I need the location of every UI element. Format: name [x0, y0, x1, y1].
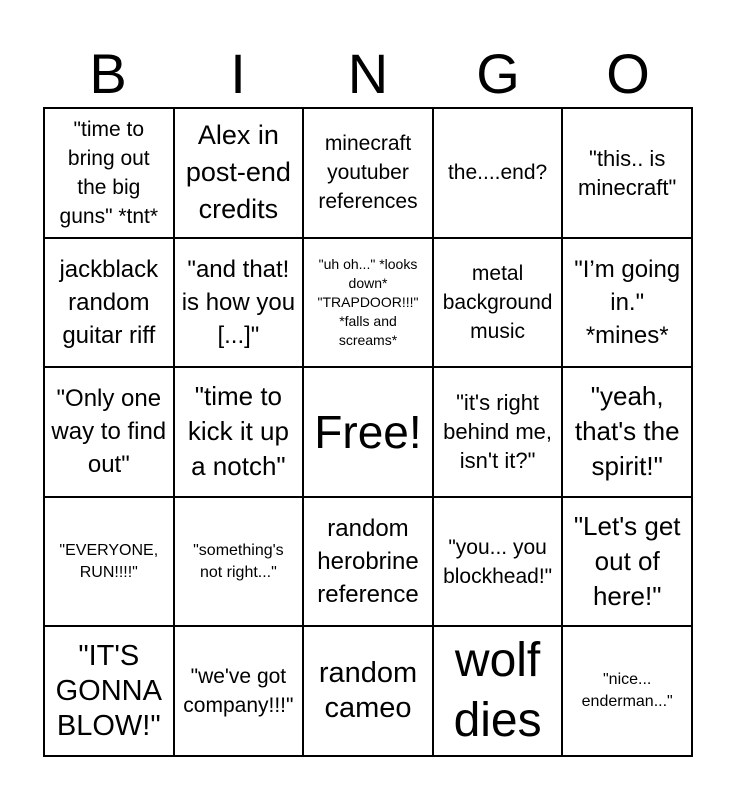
header-letter-b: B — [89, 42, 127, 105]
bingo-cell[interactable]: jackblack random guitar riff — [44, 238, 174, 368]
bingo-cell[interactable]: "Only one way to find out" — [44, 367, 174, 497]
header-letter-o: O — [606, 42, 650, 105]
free-space-cell[interactable]: Free! — [303, 367, 433, 497]
header-letter-g: G — [476, 42, 520, 105]
bingo-cell[interactable]: random cameo — [303, 626, 433, 756]
bingo-cell[interactable]: wolf dies — [433, 626, 563, 756]
bingo-cell[interactable]: "time to kick it up a notch" — [174, 367, 304, 497]
bingo-cell[interactable]: "IT'S GONNA BLOW!" — [44, 626, 174, 756]
bingo-cell[interactable]: "I’m going in." *mines* — [562, 238, 692, 368]
header-letter-i: I — [230, 42, 246, 105]
bingo-cell[interactable]: "nice... enderman..." — [562, 626, 692, 756]
bingo-cell[interactable]: minecraft youtuber references — [303, 108, 433, 238]
bingo-cell[interactable]: "we've got company!!!" — [174, 626, 304, 756]
bingo-cell[interactable]: "Let's get out of here!" — [562, 497, 692, 627]
bingo-cell[interactable]: "EVERYONE, RUN!!!!" — [44, 497, 174, 627]
bingo-grid — [43, 107, 693, 757]
bingo-cell[interactable]: "it's right behind me, isn't it?" — [433, 367, 563, 497]
bingo-cell[interactable]: the....end? — [433, 108, 563, 238]
bingo-cell[interactable]: "something's not right..." — [174, 497, 304, 627]
bingo-cell[interactable]: "yeah, that's the spirit!" — [562, 367, 692, 497]
bingo-cell[interactable]: "this.. is minecraft" — [562, 108, 692, 238]
header-letter-n: N — [347, 42, 389, 105]
bingo-cell[interactable]: Alex in post-end credits — [174, 108, 304, 238]
bingo-cell[interactable]: "uh oh..." *looks down* "TRAPDOOR!!!" *falls and screams* — [303, 238, 433, 368]
bingo-cell[interactable]: random herobrine reference — [303, 497, 433, 627]
bingo-cell[interactable]: "time to bring out the big guns" *tnt* — [44, 108, 174, 238]
bingo-cell[interactable]: "and that! is how you [...]" — [174, 238, 304, 368]
bingo-header — [43, 40, 693, 108]
bingo-cell[interactable]: "you... you blockhead!" — [433, 497, 563, 627]
bingo-cell[interactable]: metal background music — [433, 238, 563, 368]
